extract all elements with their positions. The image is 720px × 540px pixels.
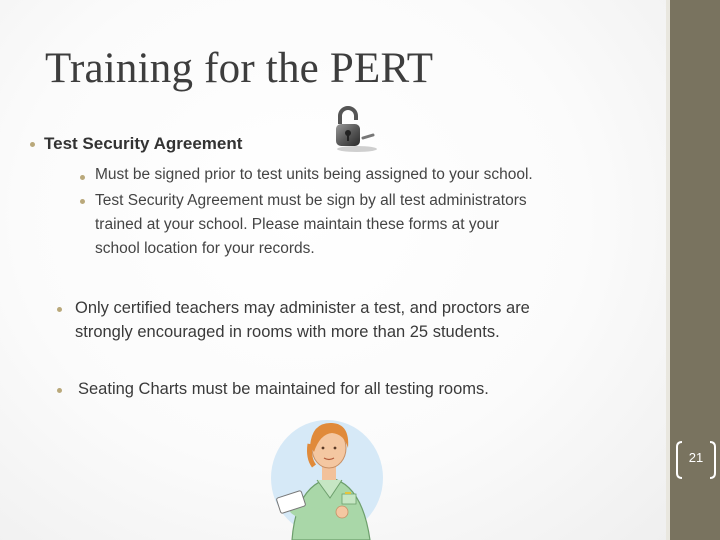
- bullet-1-text: Test Security Agreement: [44, 134, 243, 153]
- side-band-edge: [666, 0, 670, 540]
- bullet-dot: [57, 307, 62, 312]
- bullet-2-line-2: strongly encouraged in rooms with more than 25 students.: [75, 323, 500, 341]
- padlock-icon: [327, 102, 379, 154]
- bullet-3-line-1: Seating Charts must be maintained for all testing rooms.: [78, 380, 489, 398]
- person-with-clipboard-icon: [262, 408, 402, 540]
- sub-bullet-dot: [80, 175, 85, 180]
- bullet-2-line-1: Only certified teachers may administer a test, and proctors are: [75, 299, 530, 317]
- sub-bullet-2-line-2: trained at your school. Please maintain these forms at your: [95, 216, 500, 233]
- sub-bullet-dot: [80, 199, 85, 204]
- sub-bullet-2-line-3: school location for your records.: [95, 240, 315, 257]
- sub-bullet-1-line-1: Must be signed prior to test units being assigned to your school.: [95, 166, 533, 183]
- slide-title: Training for the PERT: [45, 45, 434, 92]
- page-number: 21: [688, 450, 704, 465]
- sub-bullet-2-line-1: Test Security Agreement must be sign by all test administrators: [95, 192, 527, 209]
- bullet-dot: [57, 388, 62, 393]
- bullet-dot: [30, 142, 35, 147]
